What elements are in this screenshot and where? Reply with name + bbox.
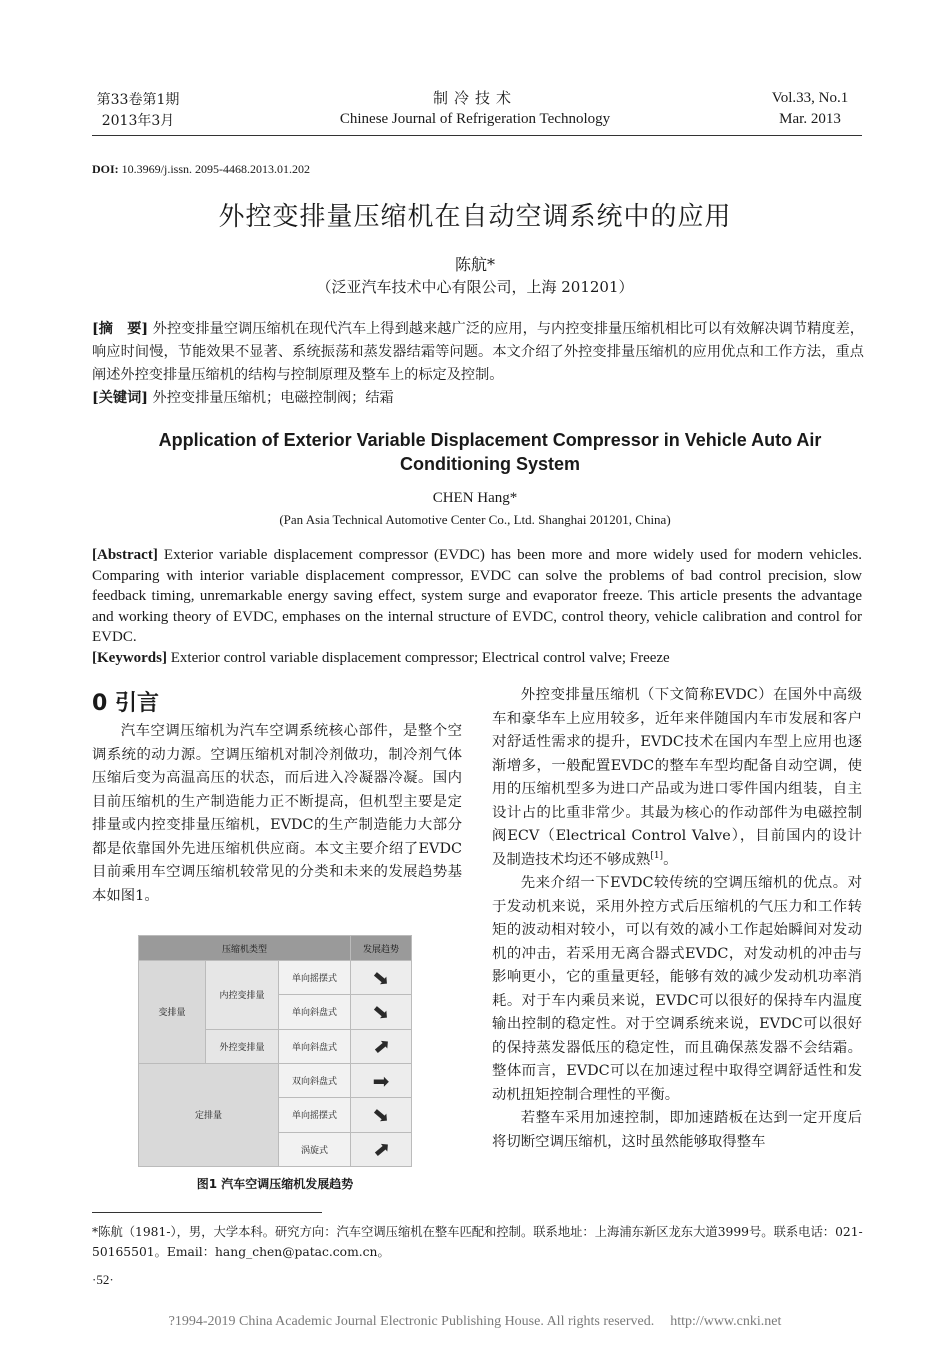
trend-flat-arrow-icon: ➡ [372, 1068, 390, 1093]
abstract-en-label: [Abstract] [92, 547, 158, 563]
keywords-en-text: Exterior control variable displacement compressor; Electrical control valve; Freeze [170, 650, 670, 666]
trend-down-arrow-icon: ➡ [366, 997, 396, 1027]
paragraph-end: 。 [663, 851, 678, 868]
reference-marker: [1] [650, 850, 664, 861]
header-journal [300, 88, 650, 130]
fig-row-type: 单向摇摆式 [279, 1098, 351, 1132]
author-footnote: *陈航（1981-），男，大学本科。研究方向：汽车空调压缩机在整车匹配和控制。联系地址：上海浦东新区龙东大道3999号。联系电话：021-50165501。Email：hang_chen@patac.com.cn。 [92, 1225, 863, 1259]
journal-name-en: Chinese Journal of Refrigeration Technology [339, 111, 611, 127]
copyright-line [0, 1314, 950, 1330]
section-title: 引言 [114, 691, 159, 716]
doi-value: 10.3969/j.issn. 2095-4468.2013.01.202 [121, 162, 311, 176]
doi-label: DOI: [92, 162, 119, 176]
date-en: Mar. 2013 [779, 111, 841, 127]
fig-variable: 变排量 [139, 961, 206, 1064]
journal-name-cn: 制冷技术 [432, 89, 517, 107]
keywords-cn-label: [关键词] [92, 390, 148, 406]
paragraph-evdc-intro-text: 外控变排量压缩机（下文简称EVDC）在国外中高级车和豪华车上应用较多，近年来伴随国内车市发展和客户对舒适性需求的提升，EVDC技术在国内车型上应用也逐渐增多，一般配置EVDC的整车车型均配备自动空调，使用的压缩机型多为进口产品或为进口零件国内组装，自主设计占的比重非常少。其最为核心的作动部件为电磁控制阀ECV（Electrical Control Valve），目前国内的设计及制造技术均还不够成熟 [492, 687, 862, 868]
fig-row-type: 涡旋式 [279, 1132, 351, 1166]
abstract-cn [92, 318, 864, 387]
copyright-text: ?1994-2019 China Academic Journal Electronic Publishing House. All rights reserved. [168, 1314, 655, 1329]
abstract-cn-text: 外控变排量空调压缩机在现代汽车上得到越来越广泛的应用，与内控变排量压缩机相比可以有效解决调节精度差，响应时间慢，节能效果不显著、系统振荡和蒸发器结霜等问题。本文介绍了外控变排量压缩机的应用优点和工作方法，重点阐述外控变排量压缩机的结构与控制原理及整车上的标定及控制。 [92, 321, 864, 383]
footnote-rule [92, 1212, 322, 1213]
cnki-link[interactable]: http://www.cnki.net [670, 1314, 782, 1329]
author-en: CHEN Hang* [432, 490, 518, 506]
paragraph-evdc-advantages: 先来介绍一下EVDC较传统的空调压缩机的优点。对于发动机来说，采用外控方式后压缩机的气压力和工作转矩的波动相对较小，可以有效的减小工作起始瞬间对发动机的冲击，若采用无离合器式EVDC，对发动机的冲击与影响更小，它的重量更轻，能够有效的减少发动机功率消耗。对于车内乘员来说，EVDC可以很好的保持车内温度输出控制的稳定性。对于空调系统来说，EVDC可以很好的保持蒸发器低压的稳定性，而且确保蒸发器不会结霜。整体而言，EVDC可以在加速过程中取得空调舒适性和发动机扭矩控制合理性的平衡。 [492, 875, 862, 1103]
figure-1-table [138, 935, 412, 1167]
figure-1-caption: 图1 汽车空调压缩机发展趋势 [196, 1177, 354, 1191]
keywords-cn [92, 387, 864, 410]
header-volume [745, 88, 875, 130]
keywords-cn-text: 外控变排量压缩机；电磁控制阀；结霜 [152, 390, 394, 406]
volume-en: Vol.33, No.1 [771, 90, 849, 106]
abstract-en-text: Exterior variable displacement compressor (EVDC) has been more and more widely used for modern vehicles. Comparing with interior variable displacement compressor, EVDC can solve the problems of bad control precision, slow feedback timing, unremarkable energy saving effect, system surge and evaporator freeze. This article presents the advantage and working theory of EVDC, emphases on the internal structure of EVDC, control theory, vehicle calibration and control for EVDC. [92, 547, 863, 645]
keywords-en [92, 648, 862, 668]
left-column [92, 720, 462, 908]
affiliation-en: (Pan Asia Technical Automotive Center Co., Ltd. Shanghai 201201, China) [279, 512, 671, 527]
date-cn: 2013年3月 [101, 113, 175, 129]
author-cn: 陈航* [454, 255, 495, 274]
fig-internal: 内控变排量 [206, 961, 279, 1030]
fig-row-type: 单向摇摆式 [279, 961, 351, 995]
section-heading [92, 686, 159, 717]
right-column [492, 684, 862, 1154]
paragraph-evdc-intro [492, 684, 862, 872]
fig-header-type: 压缩机类型 [139, 936, 351, 961]
doi-line [92, 162, 310, 177]
section-number: 0 [92, 691, 108, 716]
abstract-en [92, 545, 862, 648]
fig-row-type: 双向斜盘式 [279, 1063, 351, 1097]
keywords-en-label: [Keywords] [92, 650, 167, 666]
trend-up-arrow-icon: ➡ [366, 1134, 396, 1164]
intro-paragraph: 汽车空调压缩机为汽车空调系统核心部件，是整个空调系统的动力源。空调压缩机对制冷剂做功，制冷剂气体压缩后变为高温高压的状态，而后进入冷凝器冷凝。国内目前压缩机的生产制造能力正不断提高，但机型主要是定排量或内控变排量压缩机，EVDC的生产制造能力大部分都是依靠国外先进压缩机供应商。本文主要介绍了EVDC目前乘用车空调压缩机较常见的分类和未来的发展趋势基本如图1。 [92, 723, 462, 904]
abstract-cn-label: [摘 要] [92, 321, 149, 337]
title-en: Application of Exterior Variable Displacement Compressor in Vehicle Auto Air Conditioning System [158, 430, 822, 474]
affiliation-cn: （泛亚汽车技术中心有限公司，上海 201201） [316, 278, 634, 296]
fig-row-type: 单向斜盘式 [279, 995, 351, 1029]
page-number: ·52· [92, 1272, 114, 1287]
trend-up-arrow-icon: ➡ [366, 1031, 396, 1061]
trend-down-arrow-icon: ➡ [366, 963, 396, 993]
fig-fixed: 定排量 [139, 1063, 279, 1166]
header-rule [92, 135, 862, 136]
title-cn: 外控变排量压缩机在自动空调系统中的应用 [218, 202, 732, 232]
header-issue [92, 90, 184, 132]
fig-external: 外控变排量 [206, 1029, 279, 1063]
fig-header-trend: 发展趋势 [351, 936, 412, 961]
paragraph-acceleration-control: 若整车采用加速控制，即加速踏板在达到一定开度后将切断空调压缩机，这时虽然能够取得整车 [492, 1110, 862, 1150]
fig-row-type: 单向斜盘式 [279, 1029, 351, 1063]
issue-cn: 第33卷第1期 [96, 92, 180, 108]
trend-down-arrow-icon: ➡ [366, 1100, 396, 1130]
